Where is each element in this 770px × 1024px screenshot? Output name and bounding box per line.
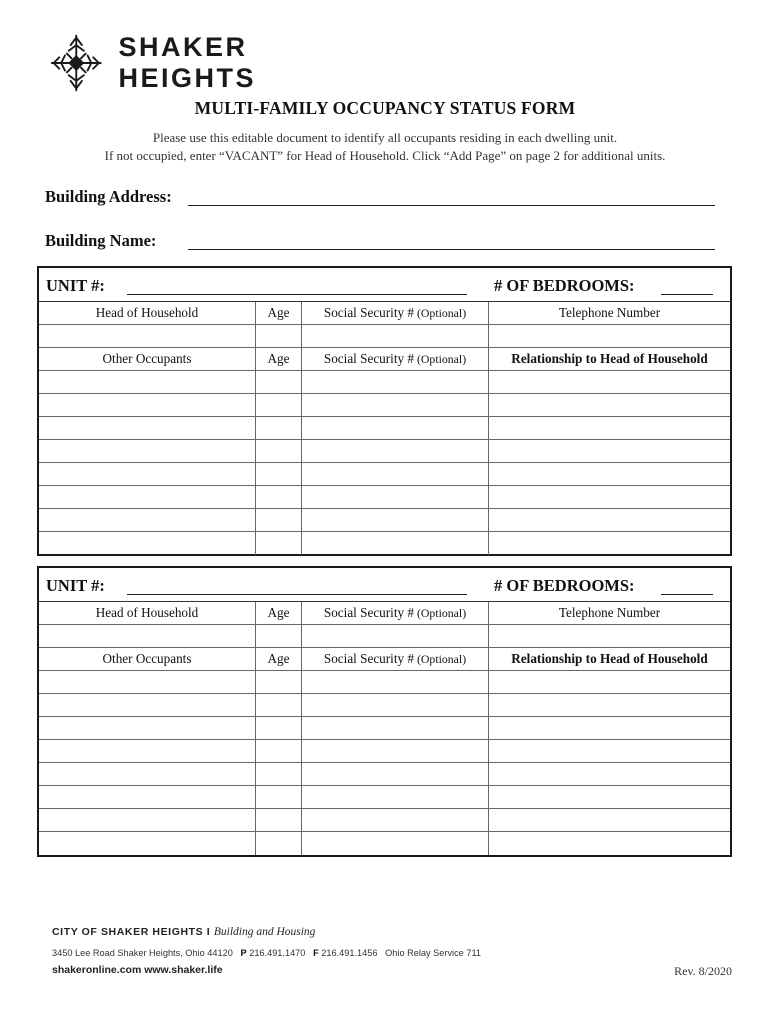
occupant-age-input[interactable]: [256, 786, 302, 808]
footer-phone: 216.491.1470: [249, 948, 306, 958]
age-input[interactable]: [256, 325, 302, 347]
other-occupants-column-header: Other Occupants: [39, 348, 256, 370]
occupant-ssn-input[interactable]: [302, 440, 489, 462]
occupant-row: [39, 740, 730, 763]
building-name-label: Building Name:: [45, 231, 157, 250]
other-occupants-header-row: [39, 648, 730, 671]
ssn-optional-label: (Optional): [416, 605, 467, 620]
ssn-optional-label: (Optional): [416, 305, 467, 320]
occupant-row: [39, 532, 730, 555]
bedrooms-label: # OF BEDROOMS:: [494, 276, 635, 295]
occupant-relationship-input[interactable]: [489, 786, 730, 808]
occupant-row: [39, 509, 730, 532]
ssn-label: Social Security #: [323, 305, 414, 320]
occupant-relationship-input[interactable]: [489, 809, 730, 831]
occupant-row: [39, 671, 730, 694]
bedrooms-field[interactable]: [661, 594, 713, 595]
footer-address-line: [52, 948, 481, 958]
instruction-line-2: If not occupied, enter “VACANT” for Head of Household. Click “Add Page” on page 2 for additional units.: [104, 148, 666, 163]
occupant-ssn-input[interactable]: [302, 509, 489, 531]
age-column-header: Age: [256, 302, 302, 324]
occupant-row: [39, 440, 730, 463]
unit-header: [39, 568, 730, 602]
occupant-table: [39, 602, 730, 855]
occupant-ssn-input[interactable]: [302, 694, 489, 716]
occupant-name-input[interactable]: [39, 763, 256, 785]
occupant-name-input[interactable]: [39, 417, 256, 439]
occupant-relationship-input[interactable]: [489, 532, 730, 555]
occupant-name-input[interactable]: [39, 671, 256, 693]
footer: [52, 926, 732, 978]
age-column-header: Age: [256, 348, 302, 370]
occupant-relationship-input[interactable]: [489, 763, 730, 785]
occupant-row: [39, 463, 730, 486]
occupant-relationship-input[interactable]: [489, 671, 730, 693]
occupant-ssn-input[interactable]: [302, 371, 489, 393]
ssn-label: Social Security #: [323, 351, 414, 366]
occupant-name-input[interactable]: [39, 486, 256, 508]
head-of-household-column-header: Head of Household: [39, 602, 256, 624]
occupant-row: [39, 394, 730, 417]
revision-date: Rev. 8/2020: [674, 964, 732, 978]
bedrooms-field[interactable]: [661, 294, 713, 295]
telephone-input[interactable]: [489, 625, 730, 647]
unit-block-1: [37, 266, 732, 556]
occupant-relationship-input[interactable]: [489, 717, 730, 739]
occupant-row: [39, 486, 730, 509]
occupant-age-input[interactable]: [256, 440, 302, 462]
head-of-household-input[interactable]: [39, 325, 256, 347]
footer-address: 3450 Lee Road Shaker Heights, Ohio 44120: [52, 948, 233, 958]
occupant-ssn-input[interactable]: [302, 417, 489, 439]
occupant-ssn-input[interactable]: [302, 486, 489, 508]
occupant-age-input[interactable]: [256, 463, 302, 485]
footer-phone-label: P: [240, 948, 247, 958]
occupant-name-input[interactable]: [39, 694, 256, 716]
building-address-field[interactable]: [188, 205, 715, 206]
unit-header: [39, 268, 730, 302]
footer-department: Building and Housing: [213, 926, 316, 938]
occupant-name-input[interactable]: [39, 740, 256, 762]
head-of-household-input-row: [39, 625, 730, 648]
occupant-name-input[interactable]: [39, 786, 256, 808]
ssn-input[interactable]: [302, 325, 489, 347]
occupant-relationship-input[interactable]: [489, 371, 730, 393]
occupant-ssn-input[interactable]: [302, 532, 489, 555]
occupant-age-input[interactable]: [256, 509, 302, 531]
occupant-name-input[interactable]: [39, 371, 256, 393]
age-column-header: Age: [256, 648, 302, 670]
occupant-age-input[interactable]: [256, 394, 302, 416]
other-occupants-column-header: Other Occupants: [39, 648, 256, 670]
occupant-ssn-input[interactable]: [302, 394, 489, 416]
head-of-household-column-header: Head of Household: [39, 302, 256, 324]
head-of-household-input[interactable]: [39, 625, 256, 647]
brand-name: SHAKER HEIGHTS: [118, 32, 257, 93]
occupant-name-input[interactable]: [39, 440, 256, 462]
unit-number-label: UNIT #:: [46, 276, 105, 295]
occupant-relationship-input[interactable]: [489, 832, 730, 855]
ssn-label: Social Security #: [323, 651, 414, 666]
ssn-input[interactable]: [302, 625, 489, 647]
occupant-ssn-input[interactable]: [302, 832, 489, 855]
relationship-column-header: Relationship to Head of Household: [511, 351, 708, 366]
unit-number-field[interactable]: [127, 294, 467, 295]
occupant-age-input[interactable]: [256, 694, 302, 716]
occupant-relationship-input[interactable]: [489, 463, 730, 485]
ssn-optional-label: (Optional): [416, 651, 467, 666]
occupant-name-input[interactable]: [39, 809, 256, 831]
occupant-relationship-input[interactable]: [489, 694, 730, 716]
occupant-name-input[interactable]: [39, 509, 256, 531]
telephone-input[interactable]: [489, 325, 730, 347]
head-of-household-header-row: [39, 602, 730, 625]
occupant-row: [39, 786, 730, 809]
unit-block-2: [37, 566, 732, 857]
occupant-age-input[interactable]: [256, 740, 302, 762]
head-of-household-header-row: [39, 302, 730, 325]
occupant-relationship-input[interactable]: [489, 509, 730, 531]
building-name-field[interactable]: [188, 249, 715, 250]
occupant-name-input[interactable]: [39, 832, 256, 855]
ssn-column-header: [302, 348, 489, 370]
occupant-row: [39, 763, 730, 786]
occupant-ssn-input[interactable]: [302, 786, 489, 808]
occupant-row: [39, 371, 730, 394]
other-occupants-header-row: [39, 348, 730, 371]
occupant-ssn-input[interactable]: [302, 763, 489, 785]
occupant-age-input[interactable]: [256, 671, 302, 693]
occupant-age-input[interactable]: [256, 809, 302, 831]
occupant-ssn-input[interactable]: [302, 740, 489, 762]
occupant-age-input[interactable]: [256, 717, 302, 739]
occupant-ssn-input[interactable]: [302, 717, 489, 739]
telephone-column-header: Telephone Number: [558, 605, 661, 620]
occupant-age-input[interactable]: [256, 832, 302, 855]
occupant-name-input[interactable]: [39, 717, 256, 739]
bedrooms-label: # OF BEDROOMS:: [494, 576, 635, 595]
occupant-row: [39, 694, 730, 717]
occupant-ssn-input[interactable]: [302, 463, 489, 485]
occupant-ssn-input[interactable]: [302, 809, 489, 831]
ssn-optional-label: (Optional): [416, 351, 467, 366]
occupant-name-input[interactable]: [39, 394, 256, 416]
occupant-ssn-input[interactable]: [302, 671, 489, 693]
occupant-age-input[interactable]: [256, 371, 302, 393]
shaker-heights-logo: [48, 30, 388, 96]
occupant-age-input[interactable]: [256, 417, 302, 439]
occupant-row: [39, 832, 730, 855]
unit-number-field[interactable]: [127, 594, 467, 595]
ssn-label: Social Security #: [323, 605, 414, 620]
occupant-relationship-input[interactable]: [489, 417, 730, 439]
telephone-column-header: Telephone Number: [558, 305, 661, 320]
footer-relay: Ohio Relay Service 711: [385, 948, 481, 958]
occupant-row: [39, 809, 730, 832]
snowflake-leaf-icon: [48, 30, 105, 96]
age-column-header: Age: [256, 602, 302, 624]
building-address-row: [45, 186, 715, 210]
occupant-age-input[interactable]: [256, 763, 302, 785]
occupant-row: [39, 717, 730, 740]
instruction-line-1: Please use this editable document to identify all occupants residing in each dwelling unit.: [152, 130, 618, 145]
occupant-age-input[interactable]: [256, 486, 302, 508]
footer-websites[interactable]: shakeronline.com www.shaker.life: [52, 964, 223, 976]
occupant-relationship-input[interactable]: [489, 394, 730, 416]
building-name-row: [45, 230, 715, 254]
occupant-age-input[interactable]: [256, 532, 302, 555]
building-address-label: Building Address:: [45, 187, 172, 206]
occupant-relationship-input[interactable]: [489, 740, 730, 762]
relationship-column-header: Relationship to Head of Household: [511, 651, 708, 666]
ssn-column-header: [302, 302, 489, 324]
occupant-relationship-input[interactable]: [489, 440, 730, 462]
unit-number-label: UNIT #:: [46, 576, 105, 595]
footer-fax-label: F: [313, 948, 319, 958]
footer-org-line: [52, 926, 732, 938]
head-of-household-input-row: [39, 325, 730, 348]
occupant-name-input[interactable]: [39, 532, 256, 555]
ssn-column-header: [302, 602, 489, 624]
occupant-row: [39, 417, 730, 440]
age-input[interactable]: [256, 625, 302, 647]
occupant-table: [39, 302, 730, 555]
footer-fax: 216.491.1456: [321, 948, 378, 958]
form-title: MULTI-FAMILY OCCUPANCY STATUS FORM: [194, 98, 576, 118]
occupant-relationship-input[interactable]: [489, 486, 730, 508]
occupant-name-input[interactable]: [39, 463, 256, 485]
ssn-column-header: [302, 648, 489, 670]
footer-org: CITY OF SHAKER HEIGHTS I: [52, 926, 211, 938]
